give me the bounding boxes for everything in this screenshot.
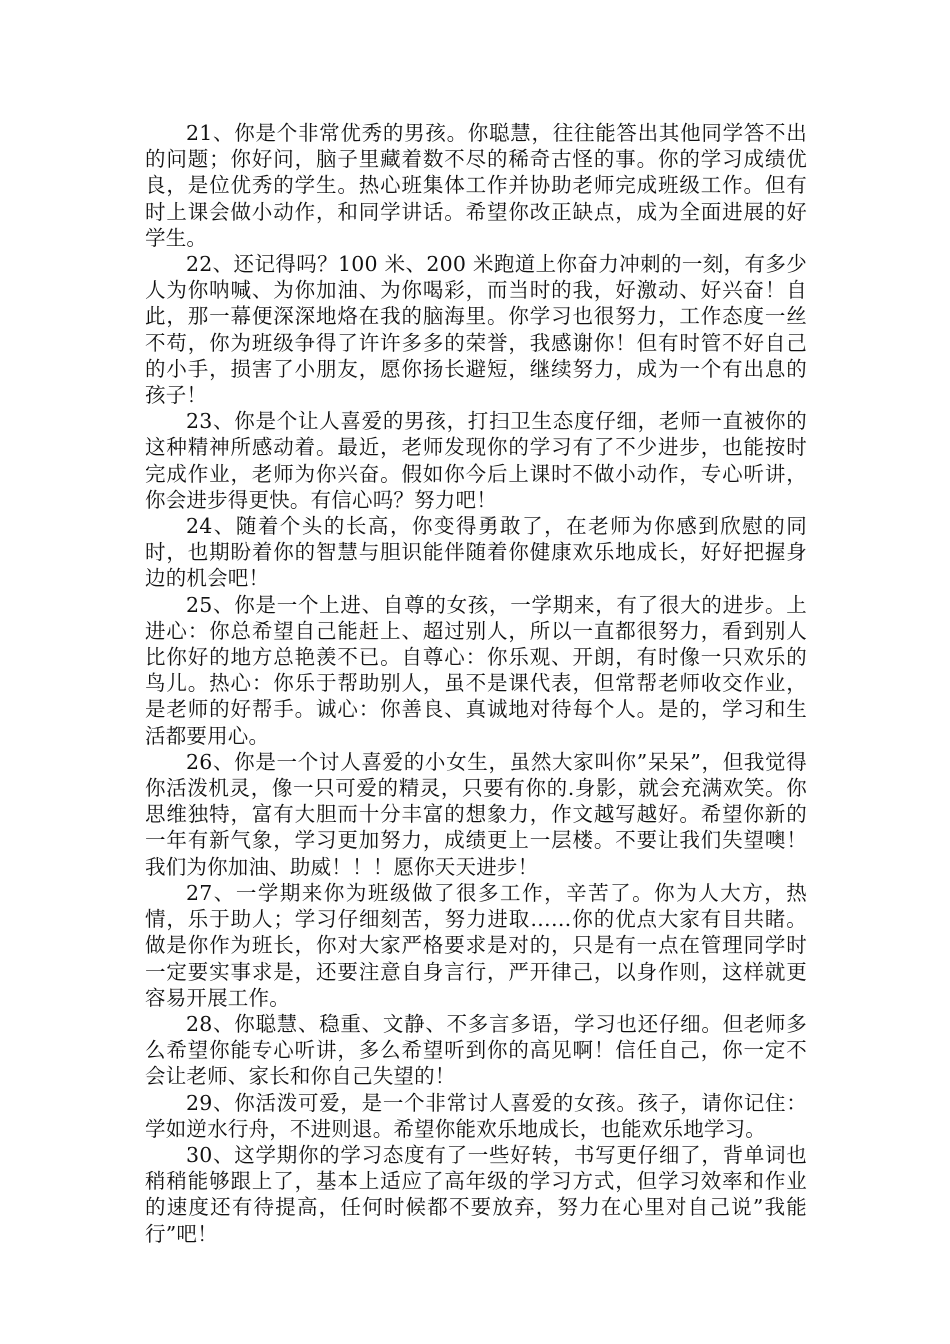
paragraph-22: 22、还记得吗？100 米、200 米跑道上你奋力冲刺的一刻，有多少人为你呐喊、为你加油、为你喝彩，而当时的我，好激动、好兴奋！自此，那一幕便深深地烙在我的脑海里。你学习也很努力，工作态度一丝不苟，你为班级争得了许许多多的荣誉，我感谢你！但有时管不好自己的小手，损害了小朋友，愿你扬长避短，继续努力，成为一个有出息的孩子！ [145,252,807,408]
paragraph-24: 24、随着个头的长高，你变得勇敢了，在老师为你感到欣慰的同时，也期盼着你的智慧与胆识能伴随着你健康欢乐地成长，好好把握身边的机会吧！ [145,514,807,591]
document-body [145,120,807,1247]
paragraph-21: 21、你是个非常优秀的男孩。你聪慧，往往能答出其他同学答不出的问题；你好问，脑子里藏着数不尽的稀奇古怪的事。你的学习成绩优良，是位优秀的学生。热心班集体工作并协助老师完成班级工作。但有时上课会做小动作，和同学讲话。希望你改正缺点，成为全面进展的好学生。 [145,121,807,250]
paragraph-23: 23、你是个让人喜爱的男孩，打扫卫生态度仔细，老师一直被你的这种精神所感动着。最近，老师发现你的学习有了不少进步，也能按时完成作业，老师为你兴奋。假如你今后上课时不做小动作，专心听讲，你会进步得更快。有信心吗？努力吧！ [145,409,807,512]
paragraph-26: 26、你是一个讨人喜爱的小女生，虽然大家叫你”呆呆”，但我觉得你活泼机灵，像一只可爱的精灵，只要有你的.身影，就会充满欢笑。你思维独特，富有大胆而十分丰富的想象力，作文越写越好。希望你新的一年有新气象，学习更加努力，成绩更上一层楼。不要让我们失望噢！我们为你加油、助威！！！愿你天天进步！ [145,749,807,879]
paragraph-25: 25、你是一个上进、自尊的女孩，一学期来，有了很大的进步。上进心：你总希望自己能赶上、超过别人，所以一直都很努力，看到别人比你好的地方总艳羡不已。自尊心：你乐观、开朗，有时像一只欢乐的鸟儿。热心：你乐于帮助别人，虽不是课代表，但常帮老师收交作业，是老师的好帮手。诚心：你善良、真诚地对待每个人。是的，学习和生活都要用心。 [145,592,807,748]
paragraph-29: 29、你活泼可爱，是一个非常讨人喜爱的女孩。孩子，请你记住：学如逆水行舟，不进则退。希望你能欢乐地成长，也能欢乐地学习。 [145,1090,807,1141]
paragraph-27: 27、一学期来你为班级做了很多工作，辛苦了。你为人大方，热情，乐于助人；学习仔细刻苦，努力进取……你的优点大家有目共睹。做是你作为班长，你对大家严格要求是对的，只是有一点在管理同学时一定要实事求是，还要注意自身言行，严开律己，以身作则，这样就更容易开展工作。 [145,880,807,1010]
paragraph-30: 30、这学期你的学习态度有了一些好转，书写更仔细了，背单词也稍稍能够跟上了，基本上适应了高年级的学习方式，但学习效率和作业的速度还有待提高，任何时候都不要放弃，努力在心里对自己说”我能行”吧！ [145,1142,807,1246]
paragraph-28: 28、你聪慧、稳重、文静、不多言多语，学习也还仔细。但老师多么希望你能专心听讲，多么希望听到你的高见啊！信任自己，你一定不会让老师、家长和你自己失望的！ [145,1011,807,1089]
